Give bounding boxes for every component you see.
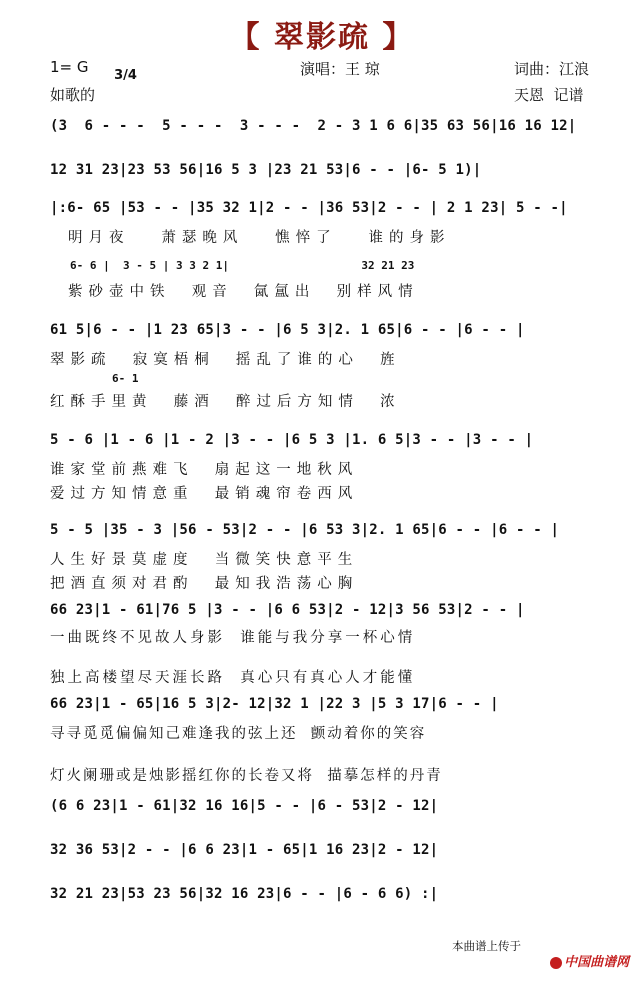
lyric-line-3a: 明月夜 萧瑟晚风 憔悴了 谁的身影 <box>68 230 451 246</box>
singer-credit: 演唱：王 琼 <box>300 60 380 78</box>
lyric-line-4a: 翠影疏 寂寞梧桐 摇乱了谁的心 旌 <box>50 352 401 368</box>
lyric-line-6b: 把酒直须对君酌 最知我浩荡心胸 <box>50 576 359 592</box>
composer-credit: 词曲：江浪 <box>514 60 590 78</box>
tempo-expression: 如歌的 <box>50 86 96 104</box>
logo-icon <box>550 957 562 969</box>
score-line-10: 32 36 53|2 - - |6 6 23|1 - 65|1 16 23|2 - 12| <box>50 842 439 858</box>
lyric-line-8b: 灯火阑珊或是烛影摇红你的长卷又将 描摹怎样的丹青 <box>50 768 443 784</box>
score-line-8: 66 23|1 - 65|16 5 3|2- 12|32 1 |22 3 |5 3 17|6 - - | <box>50 696 499 712</box>
lyric-line-3b: 紫砂壶中铁 观音 氤氲出 别样风情 <box>68 284 419 300</box>
score-line-5: 5 - 6 |1 - 6 |1 - 2 |3 - - |6 5 3 |1. 6 5|3 - - |3 - - | <box>50 432 534 448</box>
score-line-1: (3 6 - - - 5 - - - 3 - - - 2 - 3 1 6 6|35 63 56|16 16 12| <box>50 118 577 134</box>
lyric-line-4b: 红酥手里黄 藤酒 醉过后方知情 浓 <box>50 394 401 410</box>
lyric-line-7b: 独上高楼望尽天涯长路 真心只有真心人才能懂 <box>50 670 416 686</box>
time-signature <box>96 58 137 94</box>
score-line-2: 12 31 23|23 53 56|16 5 3 |23 21 53|6 - - |6- 5 1)| <box>50 162 482 178</box>
time-signature-text: 3/4 <box>114 68 137 83</box>
lyric-line-5a: 谁家堂前燕难飞 扇起这一地秋风 <box>50 462 359 478</box>
lyric-line-8a: 寻寻觅觅偏偏知己难逢我的弦上还 颤动着你的笑容 <box>50 726 427 742</box>
lyric-line-6a: 人生好景莫虚度 当微笑快意平生 <box>50 552 359 568</box>
alt-notes-line-4: 6- 1 <box>112 372 139 385</box>
transcriber-credit: 天恩 记谱 <box>514 86 584 104</box>
score-line-7: 66 23|1 - 61|76 5 |3 - - |6 6 53|2 - 12|3 56 53|2 - - | <box>50 602 525 618</box>
score-line-11: 32 21 23|53 23 56|32 16 23|6 - - |6 - 6 6) :| <box>50 886 439 902</box>
score-line-9: (6 6 23|1 - 61|32 16 16|5 - - |6 - 53|2 - 12| <box>50 798 439 814</box>
lyric-line-7a: 一曲既终不见故人身影 谁能与我分享一杯心情 <box>50 630 416 646</box>
score-line-4: 61 5|6 - - |1 23 65|3 - - |6 5 3|2. 1 65|6 - - |6 - - | <box>50 322 525 338</box>
score-line-6: 5 - 5 |35 - 3 |56 - 53|2 - - |6 53 3|2. 1 65|6 - - |6 - - | <box>50 522 560 538</box>
score-line-3: |:6- 65 |53 - - |35 32 1|2 - - |36 53|2 - - | 2 1 23| 5 - -| <box>50 200 568 216</box>
alt-notes-line-3: 6- 6 | 3 - 5 | 3 3 2 1| 32 21 23 <box>70 259 415 272</box>
site-name: 中国曲谱网 <box>564 955 630 970</box>
upload-note: 本曲谱上传于 <box>452 939 521 953</box>
page-title: 【 翠影疏 】 <box>229 20 415 55</box>
key-signature: 1= G <box>50 58 89 76</box>
site-logo[interactable] <box>532 936 629 985</box>
lyric-line-5b: 爱过方知情意重 最销魂帘卷西风 <box>50 486 359 502</box>
